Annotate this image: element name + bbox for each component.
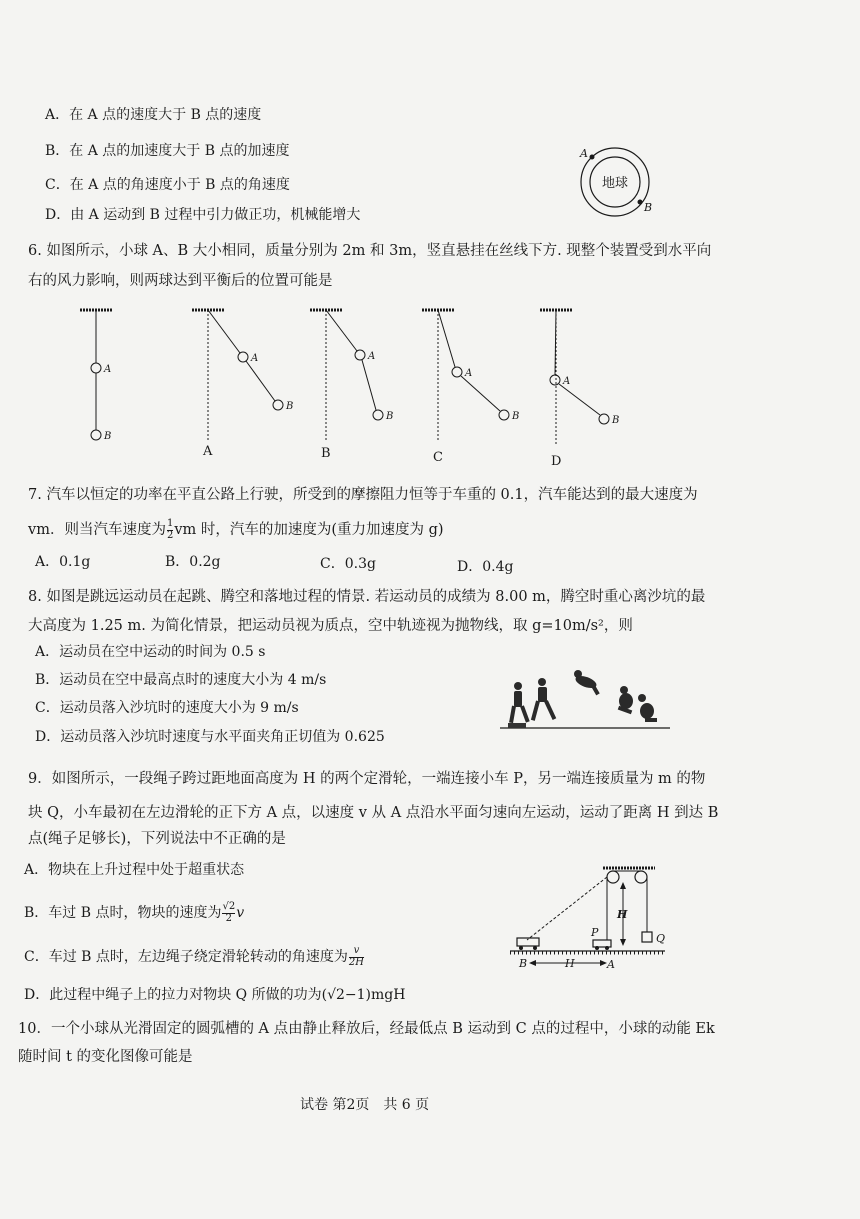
- q5-option-d: D．由 A 运动到 B 过程中引力做正功，机械能增大: [45, 207, 361, 223]
- label-h-horizontal: H: [565, 957, 575, 970]
- q9-option-a: A．物块在上升过程中处于超重状态: [24, 862, 245, 878]
- svg-text:B: B: [386, 411, 394, 422]
- long-jump-figure: [500, 668, 675, 733]
- q7-stem-line2: vm．则当汽车速度为 $\frac{1}{2}$ vm 时，汽车的加速度为(重力加速度为 g): [28, 518, 444, 541]
- q9-stem-line1: 9．如图所示，一段绳子跨过距地面高度为 H 的两个定滑轮，一端连接小车 P，另一端连接质量为 m 的物: [28, 771, 706, 787]
- label-p: P: [591, 926, 599, 939]
- q9-stem-line2: 块 Q，小车最初在左边滑轮的正下方 A 点，以速度 v 从 A 点沿水平面匀速向左运动，运动了距离 H 到达 B: [28, 805, 719, 821]
- svg-text:A: A: [465, 368, 473, 379]
- q9-option-c: C．车过 B 点时，左边绳子绕定滑轮转动的角速度为 $\frac{v}{2H}$: [24, 945, 364, 968]
- orig-ball-b-label: B: [104, 431, 112, 442]
- q8-option-b: B．运动员在空中最高点时的速度大小为 4 m/s: [35, 672, 327, 688]
- point-a-dot: [590, 155, 595, 160]
- q7-option-d: D．0.4g: [457, 559, 514, 575]
- earth-orbit-figure: [570, 142, 670, 222]
- earth-label: 地球: [602, 176, 629, 191]
- label-q: Q: [656, 932, 666, 945]
- q5-option-a: A．在 A 点的速度大于 B 点的速度: [45, 107, 262, 123]
- q6-stem-line2: 右的风力影响，则两球达到平衡后的位置可能是: [28, 273, 333, 289]
- caption-d: D: [551, 454, 562, 469]
- q10-stem-line1: 10．一个小球从光滑固定的圆弧槽的 A 点由静止释放后，经最低点 B 运动到 C 点的过程中，小球的动能 Ek: [18, 1021, 715, 1037]
- q9-option-b: B．车过 B 点时，物块的速度为 $\frac{√2}{2}$ v: [24, 901, 245, 924]
- pendulum-figure: [70, 305, 630, 470]
- caption-b: B: [321, 446, 331, 461]
- svg-text:A: A: [563, 376, 571, 387]
- q6-stem-line1: 6. 如图所示，小球 A、B 大小相同，质量分别为 2m 和 3m，竖直悬挂在丝线下方. 现整个装置受到水平向: [28, 243, 712, 259]
- q7-stem-line1: 7. 汽车以恒定的功率在平直公路上行驶，所受到的摩擦阻力恒等于车重的 0.1，汽车能达到的最大速度为: [28, 487, 698, 503]
- svg-text:B: B: [512, 411, 520, 422]
- point-a-label: A: [580, 147, 588, 160]
- q10-stem-line2: 随时间 t 的变化图像可能是: [18, 1049, 193, 1065]
- svg-text:B: B: [612, 415, 620, 426]
- svg-text:B: B: [286, 401, 294, 412]
- q8-option-a: A．运动员在空中运动的时间为 0.5 s: [35, 644, 266, 660]
- caption-c: C: [433, 450, 443, 465]
- point-b-label: B: [644, 201, 653, 214]
- q8-option-d: D．运动员落入沙坑时速度与水平面夹角正切值为 0.625: [35, 729, 385, 745]
- point-b-dot: [638, 200, 643, 205]
- label-a: A: [607, 958, 615, 971]
- orig-ball-a-label: A: [104, 364, 112, 375]
- q9-stem-line3: 点(绳子足够长)，下列说法中不正确的是: [28, 831, 286, 847]
- q9-option-d: D．此过程中绳子上的拉力对物块 Q 所做的功为(√2−1)mgH: [24, 987, 406, 1003]
- q8-option-c: C．运动员落入沙坑时的速度大小为 9 m/s: [35, 700, 299, 716]
- q5-option-c: C．在 A 点的角速度小于 B 点的角速度: [45, 177, 290, 193]
- svg-text:A: A: [251, 353, 259, 364]
- label-h-vertical: H: [617, 908, 628, 921]
- q7-option-b: B．0.2g: [165, 554, 221, 570]
- q8-stem-line1: 8. 如图是跳远运动员在起跳、腾空和落地过程的情景. 若运动员的成绩为 8.00 m，腾空时重心离沙坑的最: [28, 589, 706, 605]
- q7-option-a: A．0.1g: [35, 554, 91, 570]
- q8-stem-line2: 大高度为 1.25 m. 为简化情景，把运动员视为质点，空中轨迹视为抛物线，取 g=10m/s²，则: [28, 618, 633, 634]
- q5-option-b: B．在 A 点的加速度大于 B 点的加速度: [45, 143, 290, 159]
- svg-text:A: A: [368, 351, 376, 362]
- label-b: B: [519, 957, 528, 970]
- q7-option-c: C．0.3g: [320, 556, 376, 572]
- pulley-figure: [505, 860, 680, 975]
- caption-a: A: [203, 444, 213, 459]
- page-footer: 试卷 第2页 共 6 页: [300, 1097, 430, 1113]
